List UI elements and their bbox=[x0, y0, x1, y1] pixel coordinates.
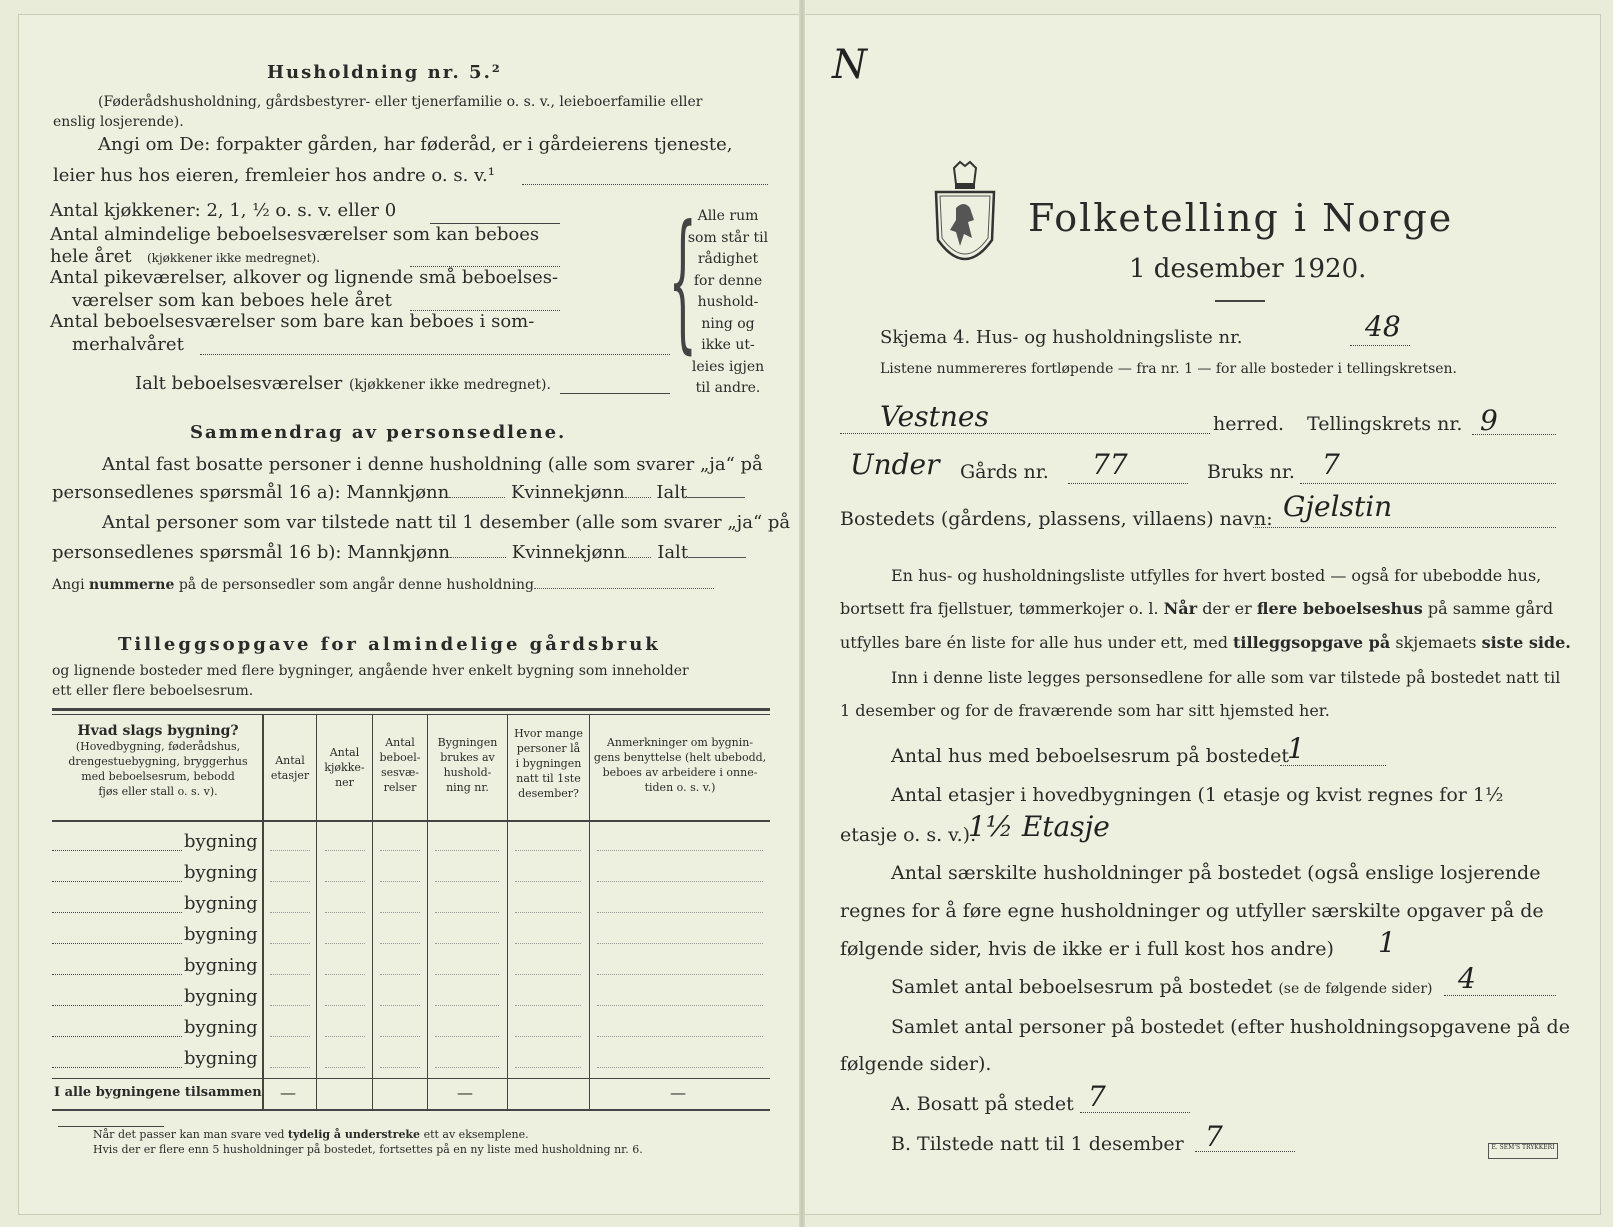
instruction-4: Inn i denne liste legges personsedlene for alle som var tilstede på bostedet natt til bbox=[891, 668, 1561, 687]
table-cell-line bbox=[380, 1005, 420, 1006]
instruction-2-post: på samme gård bbox=[1427, 599, 1554, 618]
houses-line bbox=[1280, 765, 1386, 766]
building-row-label: bygning bbox=[184, 1048, 258, 1069]
tilstede-value: 7 bbox=[1205, 1120, 1223, 1153]
total-label: Ialt bbox=[656, 482, 688, 503]
table-cell-line bbox=[515, 1005, 581, 1006]
col-building-sub: med beboelsesrum, bebodd bbox=[81, 770, 235, 783]
angi-line-2: leier hus hos eieren, fremleier hos andre o. s. v.¹ bbox=[53, 165, 495, 186]
building-row-label: bygning bbox=[184, 1017, 258, 1038]
brace-note-line: Alle rum bbox=[697, 208, 759, 224]
rooms-label bbox=[891, 976, 1433, 998]
instruction-3-mid: skjemaets bbox=[1395, 633, 1477, 652]
under-value: Under bbox=[850, 448, 940, 481]
table-cell-line bbox=[435, 1005, 499, 1006]
footnote-rule bbox=[58, 1126, 164, 1127]
instruction-2-pre: bortsett fra fjellstuer, tømmerkojer o. l. bbox=[840, 599, 1159, 618]
brace-note bbox=[683, 206, 773, 400]
building-row-label: bygning bbox=[184, 955, 258, 976]
table-cell-line bbox=[435, 881, 499, 882]
total-row-label: I alle bygningene tilsammen bbox=[54, 1085, 262, 1100]
rooms-2-label: Antal pikeværelser, alkover og lignende små beboelses- bbox=[50, 267, 559, 288]
rooms-total-line bbox=[560, 393, 670, 394]
rooms-1-label: Antal almindelige beboelsesværelser som kan beboes bbox=[50, 224, 540, 245]
gards-line bbox=[1068, 483, 1188, 484]
building-type-line bbox=[52, 1005, 182, 1006]
bosted-value: Gjelstin bbox=[1283, 490, 1393, 523]
col-remarks-line: tiden o. s. v.) bbox=[644, 781, 716, 794]
building-row-label: bygning bbox=[184, 831, 258, 852]
col-persons-header bbox=[508, 726, 589, 801]
households-label-2: regnes for å føre egne husholdninger og utfyller særskilte opgaver på de bbox=[840, 900, 1544, 922]
col-kitchens-header bbox=[317, 745, 372, 790]
instruction-2-bold: Når bbox=[1163, 599, 1198, 618]
tellingskrets-line bbox=[1472, 434, 1556, 435]
brace-note-line: hushold- bbox=[697, 294, 759, 310]
instruction-1: En hus- og husholdningsliste utfylles for hvert bosted — også for ubebodde hus, bbox=[891, 566, 1542, 585]
rooms-note: (se de følgende sider) bbox=[1278, 981, 1433, 997]
rooms-line bbox=[1444, 995, 1556, 996]
table-cell-line bbox=[270, 1036, 310, 1037]
floors-label-1: Antal etasjer i hovedbygningen (1 etasje og kvist regnes for 1½ bbox=[891, 784, 1504, 806]
building-type-line bbox=[52, 912, 182, 913]
table-cell-line bbox=[597, 850, 763, 851]
table-cell-line bbox=[325, 1005, 365, 1006]
col-household-header bbox=[428, 735, 507, 795]
col-persons-line: Hvor mange bbox=[514, 727, 583, 740]
households-value: 1 bbox=[1378, 926, 1396, 959]
angi-answer-line bbox=[522, 184, 768, 185]
rooms-1b-label: hele året bbox=[50, 246, 132, 267]
footnote-1-bold: tydelig å understreke bbox=[287, 1128, 421, 1141]
table-cell-line bbox=[435, 943, 499, 944]
col-floors-line: Antal bbox=[275, 754, 305, 767]
building-type-line bbox=[52, 1036, 182, 1037]
table-cell-line bbox=[380, 974, 420, 975]
table-header-rule bbox=[52, 820, 770, 822]
building-type-line bbox=[52, 974, 182, 975]
bosatt-line bbox=[1080, 1112, 1190, 1113]
corner-mark: N bbox=[832, 42, 867, 88]
col-floors-header bbox=[264, 753, 316, 783]
kitchens-label: Antal kjøkkener: 2, 1, ½ o. s. v. eller 0 bbox=[50, 200, 397, 221]
total-label: Ialt bbox=[657, 542, 689, 563]
female-label: Kvinnekjønn bbox=[510, 482, 625, 503]
footnote-1 bbox=[93, 1128, 529, 1141]
supplement-sub-1: og lignende bosteder med flere bygninger, angående hver enkelt bygning som inneholder bbox=[52, 663, 689, 679]
floors-value: 1½ Etasje bbox=[968, 810, 1110, 843]
table-cell-line bbox=[597, 974, 763, 975]
table-cell-line bbox=[597, 912, 763, 913]
rooms-3-line bbox=[200, 354, 670, 355]
instruction-3-bold: siste side. bbox=[1481, 633, 1571, 652]
households-label-1: Antal særskilte husholdninger på bostedet (også enslige losjerende bbox=[891, 862, 1541, 884]
table-cell-line bbox=[325, 850, 365, 851]
table-cell-line bbox=[325, 912, 365, 913]
angi-line-1: Angi om De: forpakter gården, har føderåd, er i gårdeierens tjeneste, bbox=[98, 134, 733, 155]
col-building-sub: fjøs eller stall o. s. v). bbox=[98, 785, 218, 798]
tellingskrets-label: Tellingskrets nr. bbox=[1307, 413, 1463, 435]
building-row-label: bygning bbox=[184, 862, 258, 883]
brace-note-line: leies igjen bbox=[691, 358, 765, 375]
household-note-2: enslig losjerende). bbox=[53, 114, 184, 130]
tilstede-line bbox=[1195, 1151, 1295, 1152]
persons-label-2: følgende sider). bbox=[840, 1053, 992, 1075]
table-cell-line bbox=[325, 881, 365, 882]
table-cell-line bbox=[515, 881, 581, 882]
households-label-3: følgende sider, hvis de ikke er i full kost hos andre) bbox=[840, 938, 1334, 960]
table-cell-line bbox=[597, 1067, 763, 1068]
table-total-rule bbox=[52, 1078, 770, 1079]
herred-value: Vestnes bbox=[880, 400, 989, 433]
col-building-sub: (Hovedbygning, føderådshus, bbox=[75, 740, 241, 753]
instruction-2 bbox=[840, 599, 1553, 618]
total-dash-floors: — bbox=[280, 1083, 296, 1102]
brace-note-line: for denne bbox=[693, 272, 763, 289]
summary-a-prefix: personsedlenes spørsmål 16 a): Mannkjønn bbox=[52, 482, 450, 503]
table-top-rule bbox=[52, 708, 770, 711]
table-cell-line bbox=[597, 1005, 763, 1006]
col-household-line: hushold- bbox=[443, 766, 492, 779]
col-kitchens-line: kjøkke- bbox=[324, 761, 365, 774]
table-cell-line bbox=[270, 881, 310, 882]
printer-stamp: E. SEM'S TRYKKERI bbox=[1488, 1143, 1558, 1159]
col-persons-line: i bygningen bbox=[515, 757, 582, 770]
page-fold bbox=[799, 0, 805, 1227]
brace-note-line: ning og bbox=[701, 315, 755, 332]
table-cell-line bbox=[515, 1067, 581, 1068]
building-type-line bbox=[52, 881, 182, 882]
instruction-2-bold: flere beboelseshus bbox=[1256, 599, 1423, 618]
col-rooms-header bbox=[373, 735, 427, 795]
summary-a-line-1: Antal fast bosatte personer i denne husholdning (alle som svarer „ja“ på bbox=[102, 454, 763, 475]
table-cell-line bbox=[380, 912, 420, 913]
instruction-3-pre: utfylles bare én liste for alle hus under ett, med bbox=[840, 633, 1228, 652]
houses-value: 1 bbox=[1287, 732, 1305, 765]
table-cell-line bbox=[380, 943, 420, 944]
rooms-2b-label: værelser som kan beboes hele året bbox=[72, 290, 392, 311]
rooms-label-text: Samlet antal beboelsesrum på bostedet bbox=[891, 976, 1273, 998]
bosatt-value: 7 bbox=[1088, 1080, 1106, 1113]
coat-of-arms-icon bbox=[930, 160, 1000, 280]
col-rooms-line: beboel- bbox=[379, 751, 421, 764]
col-household-line: ning nr. bbox=[446, 781, 489, 794]
rooms-total-note: (kjøkkener ikke medregnet). bbox=[349, 377, 551, 393]
col-rooms-line: Antal bbox=[385, 736, 415, 749]
col-persons-line: personer lå bbox=[516, 742, 581, 755]
list-nr-value: 48 bbox=[1365, 310, 1401, 343]
angi-numbers-pre: Angi bbox=[52, 577, 85, 593]
instruction-3-bold: tilleggsopgave på bbox=[1233, 633, 1391, 652]
brace-note-line: ikke ut- bbox=[701, 337, 755, 353]
summary-b-line-1: Antal personer som var tilstede natt til 1 desember (alle som svarer „ja“ på bbox=[102, 512, 791, 533]
table-cell-line bbox=[325, 1067, 365, 1068]
rooms-total-label: Ialt beboelsesværelser bbox=[135, 373, 343, 394]
table-cell-line bbox=[270, 943, 310, 944]
table-cell-line bbox=[515, 912, 581, 913]
building-type-line bbox=[52, 1067, 182, 1068]
table-cell-line bbox=[270, 912, 310, 913]
summary-a-line-2 bbox=[52, 482, 745, 503]
table-cell-line bbox=[270, 850, 310, 851]
col-building-header bbox=[58, 723, 258, 799]
table-cell-line bbox=[515, 1036, 581, 1037]
col-persons-line: desember? bbox=[518, 787, 579, 800]
col-building-title: Hvad slags bygning? bbox=[77, 723, 239, 739]
col-remarks-line: beboes av arbeidere i onne- bbox=[602, 766, 758, 779]
building-row-label: bygning bbox=[184, 893, 258, 914]
table-cell-line bbox=[515, 943, 581, 944]
instruction-5: 1 desember og for de fraværende som har sitt hjemsted her. bbox=[840, 701, 1330, 720]
table-cell-line bbox=[325, 974, 365, 975]
angi-numbers-post: på de personsedler som angår denne husholdning bbox=[178, 577, 534, 593]
form-date: 1 desember 1920. bbox=[1129, 254, 1367, 284]
table-cell-line bbox=[435, 912, 499, 913]
table-cell-line bbox=[380, 881, 420, 882]
schema-label: Skjema 4. Hus- og husholdningsliste nr. bbox=[880, 327, 1243, 348]
table-bottom-rule bbox=[52, 1109, 770, 1111]
footnote-1-post: ett av eksemplene. bbox=[423, 1128, 529, 1141]
summary-title: Sammendrag av personsedlene. bbox=[190, 422, 567, 443]
building-row-label: bygning bbox=[184, 986, 258, 1007]
col-remarks-header bbox=[590, 735, 770, 795]
col-household-line: Bygningen bbox=[437, 736, 498, 749]
footnote-2: Hvis der er flere enn 5 husholdninger på bostedet, fortsettes på en ny liste med husholdning nr. 6. bbox=[93, 1143, 643, 1156]
table-cell-line bbox=[435, 850, 499, 851]
table-cell-line bbox=[435, 1036, 499, 1037]
title-rule bbox=[1215, 300, 1265, 302]
col-floors-line: etasjer bbox=[270, 769, 310, 782]
list-nr-line bbox=[1350, 345, 1410, 346]
col-persons-line: natt til 1ste bbox=[516, 772, 581, 785]
rooms-3b-label: merhalvåret bbox=[72, 334, 184, 355]
summary-b-line-2 bbox=[52, 542, 746, 563]
col-remarks-line: Anmerkninger om bygnin- bbox=[606, 736, 754, 749]
rooms-1b-note: (kjøkkener ikke medregnet). bbox=[147, 251, 321, 265]
table-cell-line bbox=[325, 943, 365, 944]
gards-label: Gårds nr. bbox=[960, 461, 1049, 483]
total-dash-remarks: — bbox=[670, 1083, 686, 1102]
col-rooms-line: relser bbox=[383, 781, 417, 794]
bruks-label: Bruks nr. bbox=[1207, 461, 1295, 483]
persons-label-1: Samlet antal personer på bostedet (efter husholdningsopgavene på de bbox=[891, 1016, 1570, 1038]
female-label: Kvinnekjønn bbox=[511, 542, 626, 563]
tellingskrets-value: 9 bbox=[1480, 404, 1498, 437]
tilstede-label: B. Tilstede natt til 1 desember bbox=[891, 1133, 1184, 1155]
household-note: (Føderådshusholdning, gårdsbestyrer- eller tjenerfamilie o. s. v., leieboerfamilie eller bbox=[98, 94, 703, 110]
table-cell-line bbox=[435, 974, 499, 975]
rooms-3-label: Antal beboelsesværelser som bare kan beboes i som- bbox=[50, 311, 535, 332]
floors-label-2: etasje o. s. v.). bbox=[840, 824, 977, 846]
brace: { bbox=[668, 194, 698, 368]
angi-numbers bbox=[52, 577, 714, 593]
building-row-label: bygning bbox=[184, 924, 258, 945]
instruction-3 bbox=[840, 633, 1571, 652]
herred-line bbox=[840, 433, 1210, 434]
col-building-sub: drengestuebygning, bryggerhus bbox=[68, 755, 248, 768]
table-cell-line bbox=[380, 850, 420, 851]
table-cell-line bbox=[380, 1036, 420, 1037]
building-type-line bbox=[52, 943, 182, 944]
col-kitchens-line: ner bbox=[335, 776, 354, 789]
numbering-note: Listene nummereres fortløpende — fra nr. 1 — for alle bosteder i tellingskretsen. bbox=[880, 361, 1458, 377]
houses-label: Antal hus med beboelsesrum på bostedet bbox=[891, 745, 1290, 767]
angi-numbers-bold: nummerne bbox=[89, 577, 175, 593]
table-cell-line bbox=[325, 1036, 365, 1037]
col-remarks-line: gens benyttelse (helt ubebodd, bbox=[593, 751, 767, 764]
col-rooms-line: sesvæ- bbox=[380, 766, 420, 779]
table-cell-line bbox=[270, 974, 310, 975]
table-cell-line bbox=[435, 1067, 499, 1068]
table-top-rule-2 bbox=[52, 714, 770, 715]
table-cell-line bbox=[515, 850, 581, 851]
table-cell-line bbox=[597, 881, 763, 882]
brace-note-line: rådighet bbox=[697, 251, 759, 267]
herred-label: herred. bbox=[1213, 413, 1285, 435]
table-cell-line bbox=[597, 1036, 763, 1037]
bruks-value: 7 bbox=[1322, 448, 1340, 481]
col-kitchens-line: Antal bbox=[329, 746, 360, 759]
supplement-title: Tilleggsopgave for almindelige gårdsbruk bbox=[118, 634, 661, 655]
table-cell-line bbox=[270, 1067, 310, 1068]
bosted-label: Bostedets (gårdens, plassens, villaens) navn: bbox=[840, 508, 1273, 530]
table-cell-line bbox=[515, 974, 581, 975]
table-cell-line bbox=[270, 1005, 310, 1006]
col-household-line: brukes av bbox=[440, 751, 495, 764]
household-title: Husholdning nr. 5.² bbox=[267, 62, 502, 83]
bruks-line bbox=[1300, 483, 1556, 484]
bosted-line bbox=[1253, 527, 1556, 528]
bosatt-label: A. Bosatt på stedet bbox=[891, 1093, 1074, 1115]
table-cell-line bbox=[380, 1067, 420, 1068]
building-type-line bbox=[52, 850, 182, 851]
total-dash-household: — bbox=[457, 1083, 473, 1102]
brace-note-line: som står til bbox=[687, 229, 769, 246]
summary-b-prefix: personsedlenes spørsmål 16 b): Mannkjønn bbox=[52, 542, 451, 563]
supplement-sub-2: ett eller flere beboelsesrum. bbox=[52, 683, 254, 699]
form-title: Folketelling i Norge bbox=[1028, 196, 1454, 240]
gards-value: 77 bbox=[1092, 448, 1128, 481]
rooms-value: 4 bbox=[1458, 962, 1476, 995]
brace-note-line: til andre. bbox=[695, 380, 761, 396]
footnote-1-pre: Når det passer kan man svare ved bbox=[93, 1128, 285, 1141]
instruction-2-mid: der er bbox=[1202, 599, 1252, 618]
table-cell-line bbox=[597, 943, 763, 944]
